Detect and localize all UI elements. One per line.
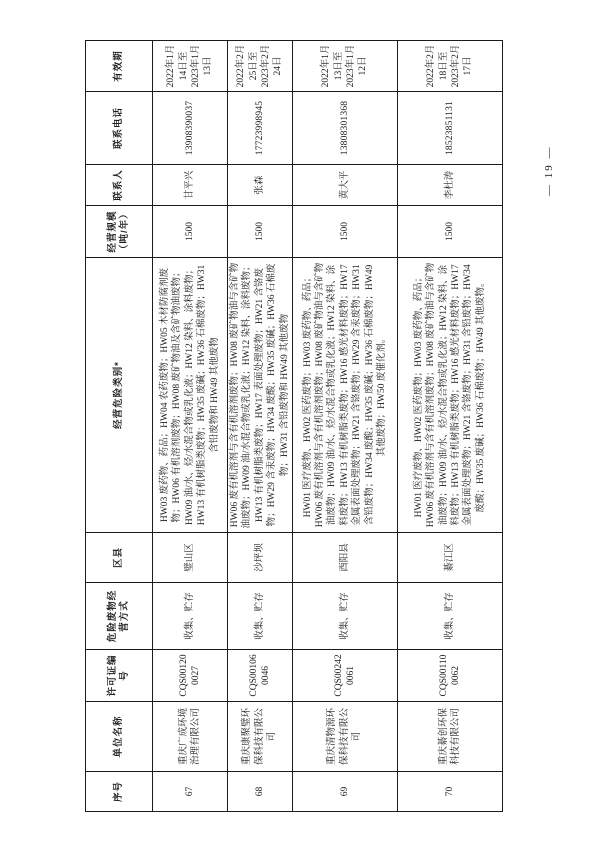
validity-cell: 2022年1月14日至2023年1月13日: [153, 41, 228, 92]
scale-cell: 1500: [398, 206, 503, 258]
header-scale: 经营规模（吨/年）: [86, 206, 153, 258]
page-number-label: — 19 —: [543, 145, 555, 196]
header-index: 序号: [86, 772, 153, 812]
rotated-license-table: [85, 41, 502, 812]
index-cell: 70: [398, 772, 503, 812]
table-row: [398, 41, 503, 812]
header-validity: 有效期: [86, 41, 153, 92]
contact-cell: 甘平兴: [153, 165, 228, 206]
validity-cell: 2022年2月18日至2023年2月17日: [398, 41, 503, 92]
table-row: [153, 41, 228, 812]
categories-cell: HW01 医疗废物、HW02 医药废物；HW03 废药物、药品；HW06 废有机溶剂与含有机溶剂废物；HW08 废矿物油与含矿物油废物；HW09 油/水、烃/水混合物或乳化液；HW12 染料、涂料废物；HW13 有机树脂类废物；HW16 感光材料废物；HW17 金属表面处理废物；HW21 含铬废物；HW29 含汞废物；HW31 含铅废物；HW34 废酸；HW35 废碱；HW36 石棉废物；HW49 其他废物；HW50 废催化剂。: [293, 258, 398, 533]
contact-cell: 张森: [228, 165, 293, 206]
index-cell: 69: [293, 772, 398, 812]
contact-cell: 黄大平: [293, 165, 398, 206]
operation-mode-cell: 收集、贮存: [398, 583, 503, 650]
contact-cell: 李杜涛: [398, 165, 503, 206]
table-row: [293, 41, 398, 812]
scale-cell: 1500: [228, 206, 293, 258]
operation-mode-cell: 收集、贮存: [293, 583, 398, 650]
header-phone: 联系电话: [86, 92, 153, 165]
operation-mode-cell: 收集、贮存: [228, 583, 293, 650]
phone-cell: 13808301368: [293, 92, 398, 165]
phone-cell: 18523851131: [398, 92, 503, 165]
table-header-row: [86, 41, 153, 812]
district-cell: 沙坪坝: [228, 533, 293, 583]
unit-name-cell: 重庆广成环境治理有限公司: [153, 702, 228, 772]
categories-cell: HW06 废有机溶剂与含有机溶剂废物；HW08 废矿物油与含矿物油废物；HW09 油/水混合物或乳化液；HW12 染料、涂料废物；HW13 有机树脂类废物；HW17 表面处理废物；HW21 含铬废物；HW29 含汞废物；HW34 废酸；HW35 废碱；HW36 石棉废物；HW31 含铅废物和 HW49 其他废物: [228, 258, 293, 533]
unit-name-cell: 重庆綦创环保科技有限公司: [398, 702, 503, 772]
hazardous-waste-license-table: [85, 40, 503, 812]
operation-mode-cell: 收集、贮存: [153, 583, 228, 650]
district-cell: 綦江区: [398, 533, 503, 583]
header-license-no: 许可证编号: [86, 650, 153, 702]
categories-cell: HW01 医疗废物、HW02 医药废物；HW03 废药物、药品；HW06 废有机溶剂与含有机溶剂废物；HW08 废矿物油与含矿物油废物；HW09 油/水、烃/水混合物或乳化液；HW12 染料、涂料废物；HW13 有机树脂类废物；HW16 感光材料废物；HW17 金属表面处理废物；HW21 含铬废物；HW31 含铅废物；HW34 废酸；HW35 废碱；HW36 石棉废物；HW49 其他废物。: [398, 258, 503, 533]
categories-cell: HW03 废药物、药品；HW04 农药废物；HW05 木材防腐剂废物；HW06 有机溶剂废物；HW08 废矿物油及含矿物油废物；HW09 油/水、烃/水混合物或乳化液；HW12 染料、涂料废物；HW13 有机树脂类废物；HW35 废碱；HW36 石棉废物；HW31 含铅废物和 HW49 其他废物: [153, 258, 228, 533]
license-no-cell: CQS002420061: [293, 650, 398, 702]
index-cell: 67: [153, 772, 228, 812]
license-no-cell: CQS001060046: [228, 650, 293, 702]
phone-cell: 13908390037: [153, 92, 228, 165]
unit-name-cell: 重庆康聚璧环保科技有限公司: [228, 702, 293, 772]
scale-cell: 1500: [293, 206, 398, 258]
license-no-cell: CQS001100062: [398, 650, 503, 702]
phone-cell: 17723998945: [228, 92, 293, 165]
validity-cell: 2022年1月13日至2023年1月12日: [293, 41, 398, 92]
header-operation-mode: 危险废物经营方式: [86, 583, 153, 650]
header-categories: 经营危险类别*: [86, 258, 153, 533]
license-no-cell: CQS001200027: [153, 650, 228, 702]
district-cell: 酉阳县: [293, 533, 398, 583]
header-district: 区县: [86, 533, 153, 583]
scale-cell: 1500: [153, 206, 228, 258]
unit-name-cell: 重庆清物源环保科技有限公司: [293, 702, 398, 772]
validity-cell: 2022年2月25日至2023年2月24日: [228, 41, 293, 92]
header-contact: 联系人: [86, 165, 153, 206]
table-row: [228, 41, 293, 812]
header-unit-name: 单位名称: [86, 702, 153, 772]
district-cell: 璧山区: [153, 533, 228, 583]
index-cell: 68: [228, 772, 293, 812]
